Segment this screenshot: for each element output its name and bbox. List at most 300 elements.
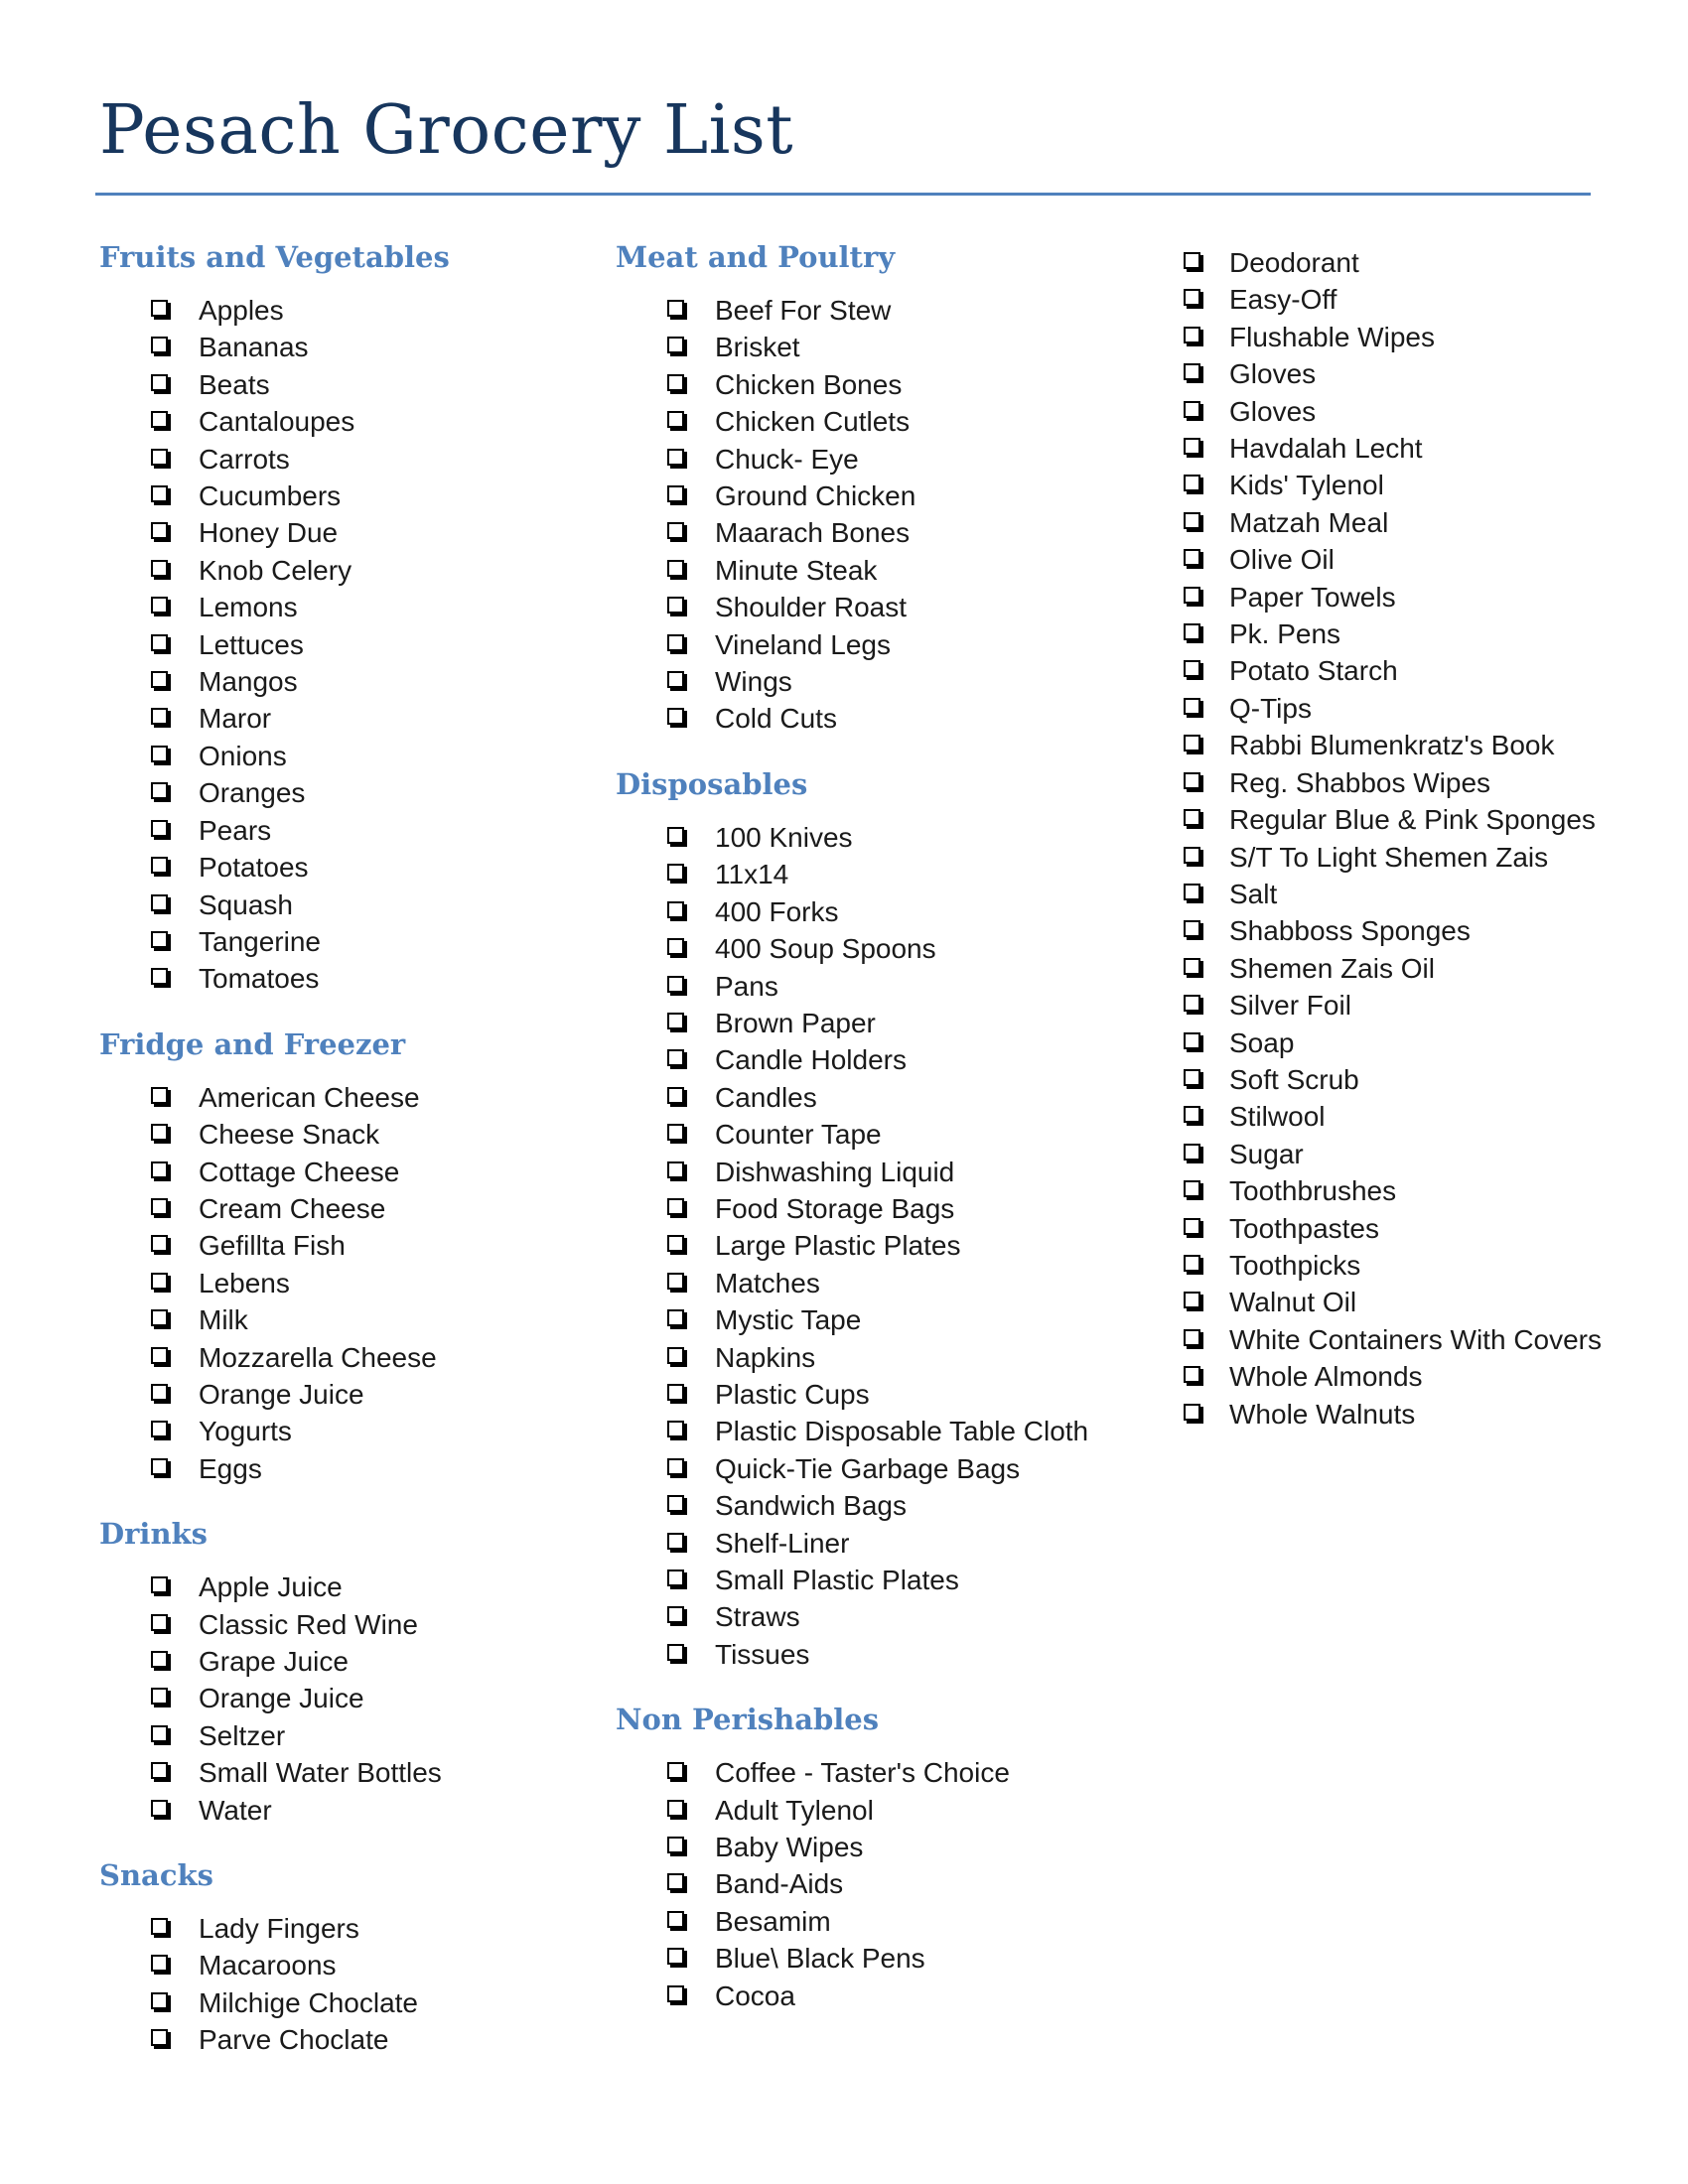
checkbox-square-icon[interactable]: [667, 1495, 684, 1512]
checkbox-square-icon[interactable]: [1184, 252, 1200, 269]
list-item[interactable]: [616, 1598, 1112, 1635]
checkbox-square-icon[interactable]: [1184, 1218, 1200, 1235]
item-label: Shemen Zais Oil: [1229, 952, 1435, 984]
checkbox-square-icon[interactable]: [151, 485, 168, 502]
list-item[interactable]: [616, 1865, 1112, 1902]
list-item[interactable]: [1182, 1358, 1648, 1395]
checkbox-square-icon[interactable]: [151, 1955, 168, 1972]
list-item[interactable]: [1182, 430, 1648, 467]
column-3: [1182, 244, 1648, 1458]
checkbox-square-icon[interactable]: [151, 1762, 168, 1779]
checkbox-square-icon[interactable]: [667, 1347, 684, 1364]
checkbox-square-icon[interactable]: [667, 938, 684, 955]
list-item[interactable]: [99, 1792, 596, 1829]
checkbox-square-icon[interactable]: [667, 1800, 684, 1817]
list-item[interactable]: [616, 1562, 1112, 1598]
checkbox-square-icon[interactable]: [151, 968, 168, 985]
list-item[interactable]: [1182, 876, 1648, 912]
list-item[interactable]: [1182, 652, 1648, 689]
item-label: Grape Juice: [199, 1646, 349, 1677]
list-item[interactable]: [616, 1754, 1112, 1791]
list-item[interactable]: [99, 1190, 596, 1227]
list-item[interactable]: [1182, 467, 1648, 503]
checkbox-square-icon[interactable]: [667, 449, 684, 466]
checkbox-square-icon[interactable]: [667, 827, 684, 844]
item-label: Stilwool: [1229, 1101, 1326, 1133]
checkbox-square-icon[interactable]: [667, 1948, 684, 1965]
list-item[interactable]: [1182, 1396, 1648, 1433]
checkbox-square-icon[interactable]: [151, 1309, 168, 1326]
item-label: Small Water Bottles: [199, 1757, 442, 1789]
checkbox-square-icon[interactable]: [1184, 1032, 1200, 1049]
checkbox-square-icon[interactable]: [667, 1273, 684, 1290]
section-fruits-and-vegetables: [99, 236, 596, 998]
list-item[interactable]: [99, 700, 596, 737]
list-item[interactable]: [616, 1079, 1112, 1116]
item-label: Lady Fingers: [199, 1913, 359, 1945]
item-label: Brisket: [715, 332, 800, 363]
checkbox-square-icon[interactable]: [151, 1161, 168, 1178]
list-item[interactable]: [616, 1792, 1112, 1829]
item-label: Mystic Tape: [715, 1304, 862, 1336]
list-item[interactable]: [99, 812, 596, 849]
checkbox-square-icon[interactable]: [667, 411, 684, 428]
item-label: Macaroons: [199, 1950, 337, 1981]
list-item[interactable]: [1182, 1136, 1648, 1172]
list-item[interactable]: [1182, 727, 1648, 763]
list-item[interactable]: [1182, 690, 1648, 727]
list-item[interactable]: [616, 700, 1112, 737]
checkbox-square-icon[interactable]: [667, 1049, 684, 1066]
list-item[interactable]: [616, 478, 1112, 514]
checkbox-square-icon[interactable]: [667, 1873, 684, 1890]
list-item[interactable]: [616, 1376, 1112, 1413]
checkbox-square-icon[interactable]: [151, 857, 168, 874]
list-item[interactable]: [99, 1376, 596, 1413]
list-item[interactable]: [99, 663, 596, 700]
checkbox-square-icon[interactable]: [667, 671, 684, 688]
list-item[interactable]: [99, 1339, 596, 1376]
list-item[interactable]: [1182, 281, 1648, 318]
checkbox-square-icon[interactable]: [667, 522, 684, 539]
item-label: Orange Juice: [199, 1683, 364, 1714]
section-heading: Snacks: [99, 1858, 213, 1893]
list-item[interactable]: [616, 441, 1112, 478]
list-item[interactable]: [1182, 1061, 1648, 1098]
checkbox-square-icon[interactable]: [1184, 772, 1200, 789]
checkbox-square-icon[interactable]: [1184, 623, 1200, 640]
list-item[interactable]: [616, 552, 1112, 589]
checkbox-square-icon[interactable]: [667, 1570, 684, 1586]
checkbox-square-icon[interactable]: [151, 1421, 168, 1437]
checkbox-square-icon[interactable]: [151, 1688, 168, 1705]
checkbox-square-icon[interactable]: [1184, 809, 1200, 826]
list-item[interactable]: [99, 1910, 596, 1947]
checkbox-square-icon[interactable]: [1184, 660, 1200, 677]
list-item[interactable]: [616, 1829, 1112, 1865]
checkbox-square-icon[interactable]: [151, 1087, 168, 1104]
list-item[interactable]: [616, 1041, 1112, 1078]
item-label: Coffee - Taster's Choice: [715, 1757, 1010, 1789]
item-label: Apple Juice: [199, 1571, 343, 1603]
checkbox-square-icon[interactable]: [1184, 698, 1200, 715]
checkbox-square-icon[interactable]: [1184, 438, 1200, 455]
list-item[interactable]: [616, 403, 1112, 440]
item-label: Carrots: [199, 443, 290, 475]
checkbox-square-icon[interactable]: [667, 1911, 684, 1928]
list-item[interactable]: [616, 1190, 1112, 1227]
item-label: Plastic Cups: [715, 1378, 870, 1410]
checkbox-square-icon[interactable]: [1184, 884, 1200, 900]
list-item[interactable]: [99, 626, 596, 663]
checkbox-square-icon[interactable]: [151, 560, 168, 577]
checkbox-square-icon[interactable]: [151, 1198, 168, 1215]
checkbox-square-icon[interactable]: [667, 1161, 684, 1178]
list-item[interactable]: [1182, 839, 1648, 876]
section-heading: Disposables: [616, 766, 808, 801]
item-label: Napkins: [715, 1341, 816, 1373]
list-item[interactable]: [99, 1301, 596, 1338]
list-item[interactable]: [99, 1643, 596, 1680]
list-item[interactable]: [99, 849, 596, 886]
page-title: Pesach Grocery List: [99, 91, 794, 170]
checkbox-square-icon[interactable]: [667, 1087, 684, 1104]
list-item[interactable]: [99, 1413, 596, 1449]
checkbox-square-icon[interactable]: [151, 782, 168, 799]
item-label: Seltzer: [199, 1719, 286, 1751]
checkbox-square-icon[interactable]: [667, 901, 684, 918]
list-item[interactable]: [616, 893, 1112, 930]
item-label: Cottage Cheese: [199, 1156, 400, 1187]
list-item[interactable]: [99, 738, 596, 774]
list-item[interactable]: [616, 930, 1112, 967]
checkbox-square-icon[interactable]: [667, 1606, 684, 1623]
checkbox-square-icon[interactable]: [1184, 1180, 1200, 1197]
checkbox-square-icon[interactable]: [1184, 847, 1200, 864]
list-item[interactable]: [616, 1154, 1112, 1190]
list-item[interactable]: [616, 1525, 1112, 1562]
checkbox-square-icon[interactable]: [667, 374, 684, 391]
checkbox-square-icon[interactable]: [667, 1762, 684, 1779]
list-item[interactable]: [99, 1569, 596, 1605]
checkbox-square-icon[interactable]: [151, 1273, 168, 1290]
checkbox-square-icon[interactable]: [667, 337, 684, 353]
list-item[interactable]: [99, 1116, 596, 1153]
list-item[interactable]: [99, 403, 596, 440]
checkbox-square-icon[interactable]: [151, 1651, 168, 1668]
item-label: Onions: [199, 740, 287, 771]
list-item[interactable]: [1182, 1321, 1648, 1358]
list-item[interactable]: [99, 960, 596, 997]
list-item[interactable]: [616, 514, 1112, 551]
list-item[interactable]: [1182, 541, 1648, 578]
list-item[interactable]: [99, 2021, 596, 2058]
item-label: Milchige Choclate: [199, 1986, 418, 2018]
checkbox-square-icon[interactable]: [1184, 1292, 1200, 1308]
list-item[interactable]: [1182, 579, 1648, 615]
checkbox-square-icon[interactable]: [151, 1918, 168, 1935]
list-item[interactable]: [616, 329, 1112, 365]
checkbox-square-icon[interactable]: [667, 1533, 684, 1550]
checkbox-square-icon[interactable]: [667, 634, 684, 651]
checkbox-square-icon[interactable]: [667, 1985, 684, 2002]
list-item[interactable]: [99, 1606, 596, 1643]
checkbox-square-icon[interactable]: [667, 1458, 684, 1475]
item-label: Whole Walnuts: [1229, 1398, 1416, 1430]
item-list: [616, 819, 1112, 1673]
item-label: S/T To Light Shemen Zais: [1229, 841, 1549, 873]
checkbox-square-icon[interactable]: [1184, 363, 1200, 380]
checkbox-square-icon[interactable]: [151, 300, 168, 317]
item-label: Potatoes: [199, 852, 309, 884]
list-item[interactable]: [616, 1301, 1112, 1338]
checkbox-square-icon[interactable]: [151, 522, 168, 539]
checkbox-square-icon[interactable]: [1184, 289, 1200, 306]
checkbox-square-icon[interactable]: [667, 1235, 684, 1252]
list-item[interactable]: [1182, 1247, 1648, 1284]
list-item[interactable]: [99, 1079, 596, 1116]
checkbox-square-icon[interactable]: [667, 976, 684, 993]
list-item[interactable]: [99, 292, 596, 329]
section-heading: Non Perishables: [616, 1703, 880, 1737]
list-item[interactable]: [616, 1227, 1112, 1264]
list-item[interactable]: [99, 1227, 596, 1264]
checkbox-square-icon[interactable]: [667, 1644, 684, 1661]
item-label: Walnut Oil: [1229, 1287, 1357, 1318]
checkbox-square-icon[interactable]: [1184, 995, 1200, 1012]
checkbox-square-icon[interactable]: [151, 671, 168, 688]
list-item[interactable]: [616, 819, 1112, 856]
checkbox-square-icon[interactable]: [667, 560, 684, 577]
list-item[interactable]: [616, 626, 1112, 663]
list-item[interactable]: [616, 1487, 1112, 1524]
list-item[interactable]: [616, 1005, 1112, 1041]
item-label: Soap: [1229, 1026, 1295, 1058]
checkbox-square-icon[interactable]: [1184, 920, 1200, 937]
list-item[interactable]: [616, 968, 1112, 1005]
list-item[interactable]: [99, 1717, 596, 1754]
list-item[interactable]: [1182, 1284, 1648, 1320]
item-label: Dishwashing Liquid: [715, 1156, 955, 1187]
checkbox-square-icon[interactable]: [667, 1309, 684, 1326]
list-item[interactable]: [99, 887, 596, 923]
item-label: Shoulder Roast: [715, 592, 908, 623]
list-item[interactable]: [99, 514, 596, 551]
checkbox-square-icon[interactable]: [151, 1458, 168, 1475]
checkbox-square-icon[interactable]: [151, 1576, 168, 1593]
list-item[interactable]: [99, 1450, 596, 1487]
item-label: Sugar: [1229, 1138, 1304, 1169]
checkbox-square-icon[interactable]: [1184, 327, 1200, 343]
checkbox-square-icon[interactable]: [151, 1384, 168, 1401]
list-item[interactable]: [1182, 764, 1648, 801]
list-item[interactable]: [1182, 1172, 1648, 1209]
checkbox-square-icon[interactable]: [1184, 1366, 1200, 1383]
checkbox-square-icon[interactable]: [667, 597, 684, 614]
item-label: Adult Tylenol: [715, 1794, 874, 1826]
checkbox-square-icon[interactable]: [151, 1992, 168, 2009]
item-label: Water: [199, 1794, 272, 1826]
list-item[interactable]: [1182, 393, 1648, 430]
item-label: Shabboss Sponges: [1229, 915, 1471, 947]
list-item[interactable]: [99, 329, 596, 365]
list-item[interactable]: [616, 1903, 1112, 1940]
item-label: 11x14: [715, 859, 789, 890]
checkbox-square-icon[interactable]: [667, 1124, 684, 1141]
checkbox-square-icon[interactable]: [151, 1124, 168, 1141]
checkbox-square-icon[interactable]: [1184, 1404, 1200, 1421]
checkbox-square-icon[interactable]: [151, 1800, 168, 1817]
list-item[interactable]: [1182, 504, 1648, 541]
item-label: Shelf-Liner: [715, 1527, 850, 1559]
checkbox-square-icon[interactable]: [151, 597, 168, 614]
list-item[interactable]: [1182, 1098, 1648, 1135]
list-item[interactable]: [1182, 950, 1648, 987]
list-item[interactable]: [99, 923, 596, 960]
item-label: Brown Paper: [715, 1007, 876, 1038]
list-item[interactable]: [99, 589, 596, 625]
list-item[interactable]: [616, 663, 1112, 700]
list-item[interactable]: [99, 1984, 596, 2021]
item-label: Besamim: [715, 1905, 831, 1937]
checkbox-square-icon[interactable]: [151, 411, 168, 428]
list-item[interactable]: [1182, 615, 1648, 652]
list-item[interactable]: [616, 1413, 1112, 1449]
item-label: Small Plastic Plates: [715, 1565, 959, 1595]
item-label: Pans: [715, 970, 778, 1002]
checkbox-square-icon[interactable]: [151, 1725, 168, 1742]
checkbox-square-icon[interactable]: [667, 1198, 684, 1215]
list-item[interactable]: [616, 1339, 1112, 1376]
checkbox-square-icon[interactable]: [1184, 735, 1200, 751]
item-list: [99, 1910, 596, 2059]
checkbox-square-icon[interactable]: [151, 1614, 168, 1631]
list-item[interactable]: [616, 1450, 1112, 1487]
list-item[interactable]: [1182, 912, 1648, 949]
checkbox-square-icon[interactable]: [151, 634, 168, 651]
section-heading: Drinks: [99, 1517, 208, 1552]
list-item[interactable]: [99, 366, 596, 403]
checkbox-square-icon[interactable]: [151, 894, 168, 911]
checkbox-square-icon[interactable]: [151, 1347, 168, 1364]
checkbox-square-icon[interactable]: [667, 485, 684, 502]
checkbox-square-icon[interactable]: [1184, 1329, 1200, 1346]
checkbox-square-icon[interactable]: [1184, 475, 1200, 491]
item-label: Beats: [199, 368, 270, 400]
list-item[interactable]: [1182, 987, 1648, 1024]
checkbox-square-icon[interactable]: [1184, 549, 1200, 566]
checkbox-square-icon[interactable]: [151, 449, 168, 466]
checkbox-square-icon[interactable]: [1184, 512, 1200, 529]
checkbox-square-icon[interactable]: [1184, 1144, 1200, 1160]
checkbox-square-icon[interactable]: [151, 746, 168, 762]
item-label: Tomatoes: [199, 963, 320, 995]
checkbox-square-icon[interactable]: [667, 708, 684, 725]
list-item[interactable]: [616, 856, 1112, 892]
list-item[interactable]: [99, 552, 596, 589]
item-list: [99, 1079, 596, 1487]
list-item[interactable]: [616, 1978, 1112, 2014]
checkbox-square-icon[interactable]: [667, 1013, 684, 1029]
list-item[interactable]: [99, 774, 596, 811]
item-list: [1182, 244, 1648, 1433]
checkbox-square-icon[interactable]: [151, 820, 168, 837]
item-label: Honey Due: [199, 517, 339, 549]
list-item[interactable]: [99, 1265, 596, 1301]
checkbox-square-icon[interactable]: [667, 1421, 684, 1437]
checkbox-square-icon[interactable]: [151, 337, 168, 353]
checkbox-square-icon[interactable]: [151, 374, 168, 391]
item-label: Yogurts: [199, 1416, 292, 1447]
list-item[interactable]: [1182, 355, 1648, 392]
item-label: Flushable Wipes: [1229, 321, 1435, 352]
list-item[interactable]: [616, 1116, 1112, 1153]
checkbox-square-icon[interactable]: [1184, 1069, 1200, 1086]
checkbox-square-icon[interactable]: [1184, 587, 1200, 604]
item-list: [99, 292, 596, 998]
item-label: Food Storage Bags: [715, 1192, 955, 1224]
checkbox-square-icon[interactable]: [151, 2029, 168, 2046]
list-item[interactable]: [1182, 244, 1648, 281]
item-label: Oranges: [199, 777, 306, 809]
list-item[interactable]: [99, 478, 596, 514]
checkbox-square-icon[interactable]: [1184, 958, 1200, 975]
checkbox-square-icon[interactable]: [1184, 1106, 1200, 1123]
item-label: Milk: [199, 1304, 248, 1336]
list-item[interactable]: [99, 1947, 596, 1983]
item-label: Knob Celery: [199, 554, 352, 586]
checkbox-square-icon[interactable]: [151, 708, 168, 725]
item-label: Easy-Off: [1229, 284, 1337, 316]
list-item[interactable]: [99, 1154, 596, 1190]
list-item[interactable]: [616, 292, 1112, 329]
item-label: Lebens: [199, 1267, 290, 1298]
checkbox-square-icon[interactable]: [667, 300, 684, 317]
list-item[interactable]: [616, 1940, 1112, 1977]
list-item[interactable]: [99, 1754, 596, 1791]
item-label: Potato Starch: [1229, 655, 1398, 687]
list-item[interactable]: [99, 1680, 596, 1716]
section-meat-and-poultry: [616, 236, 1112, 738]
list-item[interactable]: [99, 441, 596, 478]
list-item[interactable]: [616, 366, 1112, 403]
checkbox-square-icon[interactable]: [151, 1235, 168, 1252]
list-item[interactable]: [1182, 319, 1648, 355]
item-label: Blue\ Black Pens: [715, 1943, 925, 1975]
list-item[interactable]: [616, 589, 1112, 625]
item-label: Parve Choclate: [199, 2024, 389, 2056]
column-2: [616, 236, 1112, 2040]
item-label: 400 Forks: [715, 895, 839, 927]
item-label: Silver Foil: [1229, 990, 1351, 1022]
checkbox-square-icon[interactable]: [1184, 401, 1200, 418]
list-item[interactable]: [1182, 801, 1648, 838]
list-item[interactable]: [1182, 1210, 1648, 1247]
list-item[interactable]: [616, 1636, 1112, 1673]
checkbox-square-icon[interactable]: [151, 931, 168, 948]
checkbox-square-icon[interactable]: [667, 1384, 684, 1401]
item-label: Baby Wipes: [715, 1832, 864, 1863]
item-label: American Cheese: [199, 1081, 420, 1113]
checkbox-square-icon[interactable]: [1184, 1255, 1200, 1272]
item-label: Regular Blue & Pink Sponges: [1229, 804, 1596, 836]
item-label: Gloves: [1229, 395, 1317, 427]
list-item[interactable]: [1182, 1024, 1648, 1061]
item-label: Counter Tape: [715, 1119, 882, 1151]
list-item[interactable]: [616, 1265, 1112, 1301]
checkbox-square-icon[interactable]: [667, 864, 684, 881]
checkbox-square-icon[interactable]: [667, 1837, 684, 1853]
